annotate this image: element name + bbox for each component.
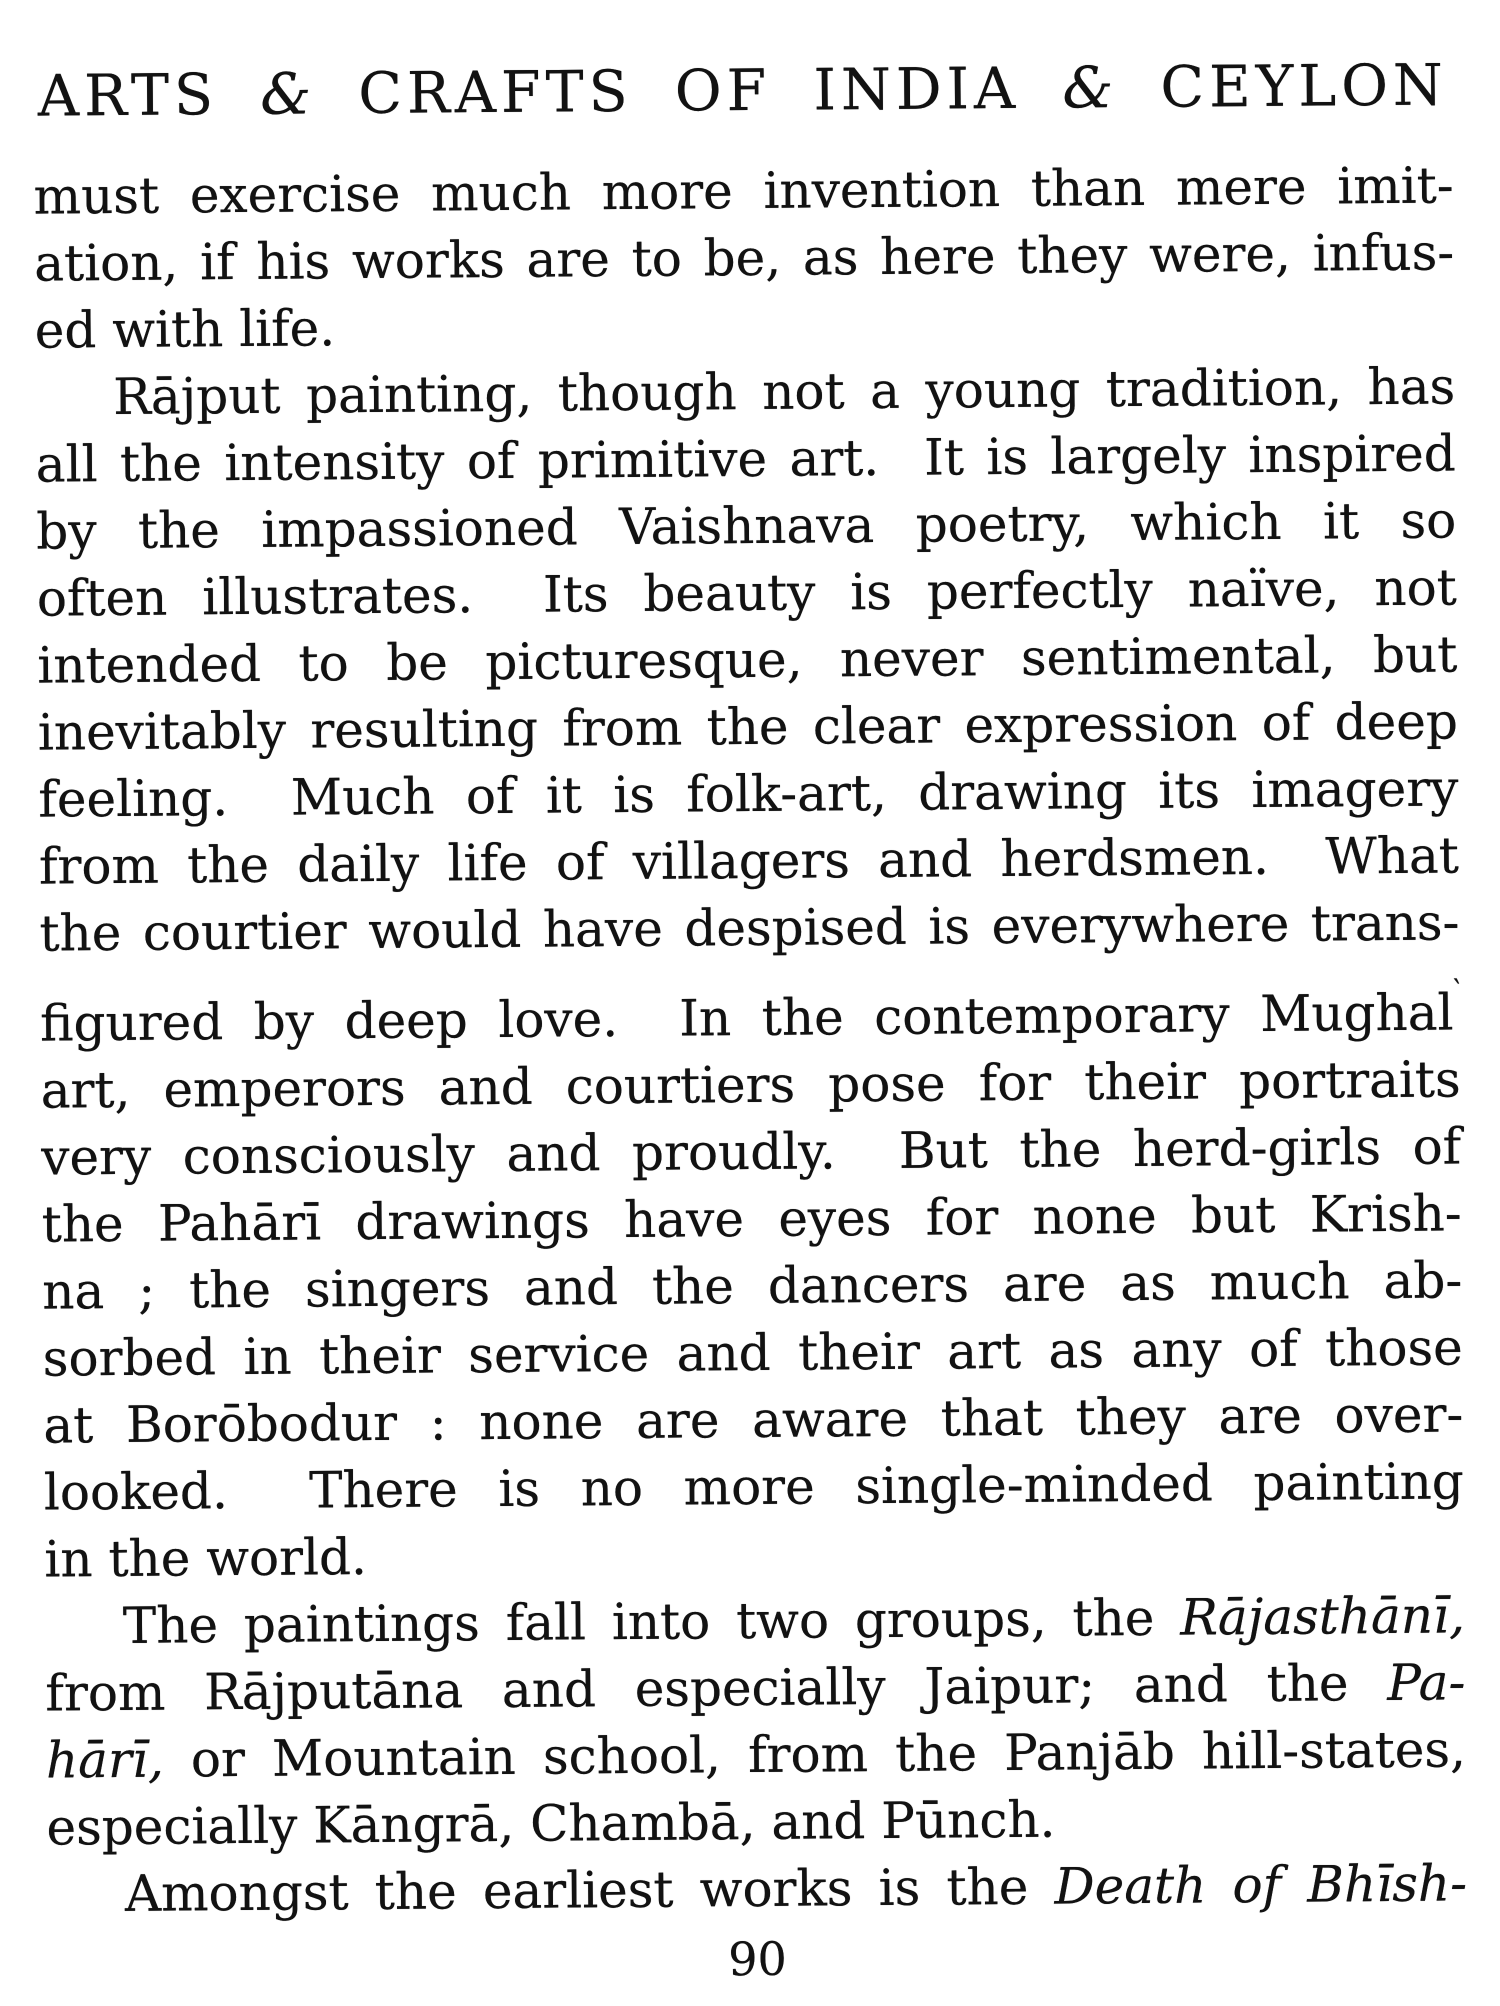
text-line bbox=[37, 621, 1457, 699]
text-line bbox=[40, 956, 1461, 1057]
text-line bbox=[34, 219, 1454, 297]
text-segment: at Borōbodur : none are aware that they are over- bbox=[43, 1385, 1464, 1455]
text-line bbox=[36, 420, 1456, 498]
text-segment: feeling. Much of it is folk-art, drawing its imagery bbox=[38, 759, 1459, 829]
text-segment: ARTS bbox=[37, 62, 219, 130]
italic-text: Pa- bbox=[1387, 1653, 1466, 1713]
text-segment: sorbed in their service and their art as any of those bbox=[42, 1318, 1463, 1388]
text-line bbox=[34, 286, 1454, 364]
text-line bbox=[46, 1783, 1466, 1861]
text-segment: in the world. bbox=[44, 1528, 368, 1589]
text-segment: all the intensity of primitive art. It is largely inspired bbox=[35, 424, 1456, 494]
text-line bbox=[40, 1046, 1460, 1124]
text-segment: must exercise much more invention than mere imit- bbox=[33, 156, 1454, 226]
text-segment: often illustrates. Its beauty is perfectly naïve, not bbox=[36, 558, 1458, 628]
text-line bbox=[42, 1247, 1462, 1325]
text-line bbox=[35, 353, 1455, 431]
text-line bbox=[36, 487, 1456, 565]
text-line bbox=[38, 755, 1458, 833]
italic-text: & bbox=[260, 61, 317, 128]
text-segment: Rājput painting, though not a young tradition, has bbox=[113, 357, 1456, 426]
text-segment: very consciously and proudly. But the herd-girls of bbox=[40, 1117, 1462, 1187]
page-title bbox=[38, 46, 1449, 135]
text-segment: the Pahārī drawings have eyes for none but Krish- bbox=[41, 1184, 1462, 1254]
page-number: 90 bbox=[728, 1931, 788, 1987]
text-line bbox=[47, 1850, 1467, 1928]
text-line bbox=[39, 822, 1459, 900]
text-line bbox=[44, 1515, 1464, 1593]
text-line bbox=[45, 1582, 1465, 1660]
text-segment: CRAFTS bbox=[358, 58, 633, 128]
text-segment: Amongst the earliest works is the bbox=[124, 1857, 1055, 1923]
body-text bbox=[0, 152, 1500, 1929]
text-segment: OF bbox=[674, 57, 772, 125]
italic-text: & bbox=[1062, 55, 1119, 122]
text-line bbox=[41, 1180, 1461, 1258]
text-line bbox=[46, 1716, 1466, 1794]
text-line bbox=[41, 1113, 1461, 1191]
text-segment: na ; the singers and the dancers are as much ab- bbox=[42, 1251, 1463, 1321]
text-segment: especially Kāngrā, Chambā, and Pūnch. bbox=[46, 1790, 1056, 1857]
text-segment: ed with life. bbox=[34, 299, 336, 360]
text-segment: ation, if his works are to be, as here they were, infus- bbox=[33, 223, 1455, 293]
text-segment: or Mountain school, from the Panjāb hill-states, bbox=[163, 1720, 1467, 1789]
text-segment: The paintings fall into two groups, the bbox=[122, 1588, 1181, 1655]
italic-text: Rājasthānī, bbox=[1180, 1586, 1466, 1647]
text-segment: art, emperors and courtiers pose for their portraits bbox=[40, 1050, 1461, 1120]
scan-artifact-mark: ‵ bbox=[1453, 972, 1461, 1007]
text-line bbox=[38, 688, 1458, 766]
text-line bbox=[33, 152, 1453, 230]
text-segment: INDIA bbox=[813, 55, 1021, 124]
text-segment: inevitably resulting from the clear expression of deep bbox=[37, 692, 1459, 762]
text-line bbox=[43, 1381, 1463, 1459]
text-segment: intended to be picturesque, never sentimental, but bbox=[37, 625, 1458, 695]
text-segment: from the daily life of villagers and herdsmen. What bbox=[38, 826, 1460, 896]
text-segment: figured by deep love. In the contemporary Mughal bbox=[39, 983, 1454, 1053]
text-segment: CEYLON bbox=[1160, 52, 1449, 121]
italic-text: Death of Bhīsh- bbox=[1054, 1854, 1468, 1916]
text-segment: looked. There is no more single-minded painting bbox=[43, 1452, 1465, 1522]
text-line bbox=[43, 1314, 1463, 1392]
text-line bbox=[37, 554, 1457, 632]
text-line bbox=[45, 1649, 1465, 1727]
text-segment: the courtier would have despised is everywhere trans- bbox=[39, 893, 1460, 963]
text-segment: from Rājputāna and especially Jaipur; and the bbox=[45, 1654, 1388, 1723]
text-segment: by the impassioned Vaishnava poetry, which it so bbox=[36, 491, 1457, 561]
text-line bbox=[39, 889, 1459, 967]
text-line bbox=[44, 1448, 1464, 1526]
italic-text: hārī, bbox=[45, 1730, 164, 1790]
